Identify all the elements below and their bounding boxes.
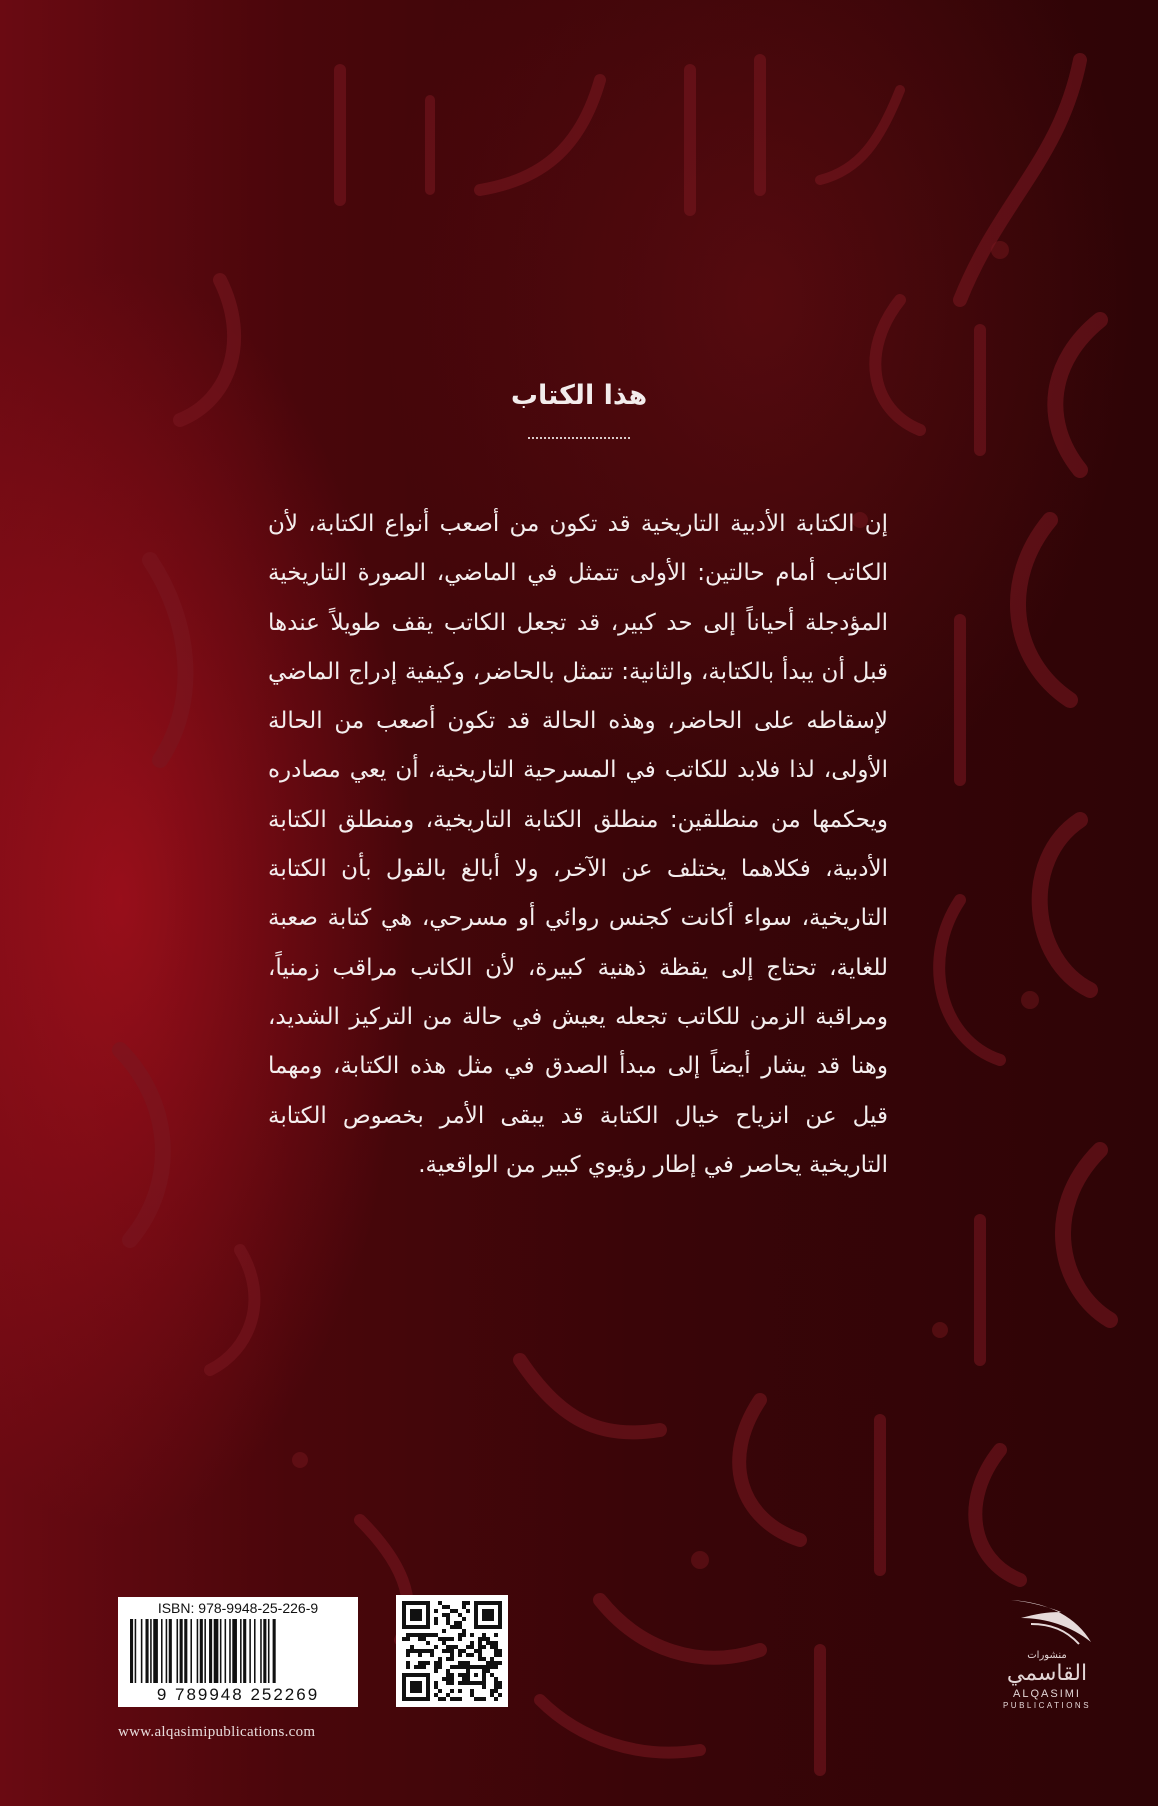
publisher-website: www.alqasimipublications.com [118, 1724, 316, 1740]
publisher-arabic-name: القاسمي [1006, 1661, 1088, 1686]
barcode-icon [128, 1619, 350, 1683]
isbn-barcode [118, 1597, 358, 1707]
isbn-label: ISBN: 978-9948-25-226-9 [157, 1600, 319, 1616]
description-paragraph: إن الكتابة الأدبية التاريخية قد تكون من أصعب أنواع الكتابة، لأن الكاتب أمام حالتين: الأولى تتمثل في الماضي، الصورة التاريخية المؤدجلة أحياناً إلى حد كبير، قد تجعل الكاتب يقف طويلاً عندها قبل أن يبدأ بالكتابة، والثانية: تتمثل بالحاضر، وكيفية إدراج الماضي لإسقاطه على الحاضر، وهذه الحالة قد تكون أصعب من الحالة الأولى، لذا فلابد للكاتب في المسرحية التاريخية، أن يعي مصادره ويحكمها من منطلقين: منطلق الكتابة التاريخية، ومنطلق الكتابة الأدبية، فكلاهما يختلف عن الآخر، ولا أبالغ بالقول بأن الكتابة التاريخية، سواء أكانت كجنس روائي أو مسرحي، هي كتابة صعبة للغاية، تحتاج إلى يقظة ذهنية كبيرة، لأن الكاتب مراقب زمنياً، ومراقبة الزمن للكاتب تجعله يعيش في حالة من التركيز الشديد، وهنا قد يشار أيضاً إلى مبدأ الصدق في مثل هذه الكتابة، ومهما قيل عن انزياح خيال الكتابة قد يبقى الأمر بخصوص الكتابة التاريخية يحاصر في إطار رؤيوي كبير من الواقعية. [268, 511, 888, 1178]
qr-code-icon [402, 1601, 502, 1701]
section-title: هذا الكتاب [510, 380, 648, 411]
publisher-latin-sub: PUBLICATIONS [1002, 1701, 1092, 1710]
book-description [268, 500, 888, 1190]
publisher-latin-name: ALQASIMI [1013, 1688, 1081, 1700]
quill-logo-icon [991, 1594, 1103, 1650]
title-divider [528, 437, 630, 439]
qr-code [396, 1595, 508, 1707]
publisher-small-label: منشورات [1027, 1650, 1067, 1661]
barcode-digits: 9 789948 252269 [156, 1685, 320, 1704]
publisher-logo [985, 1594, 1109, 1722]
